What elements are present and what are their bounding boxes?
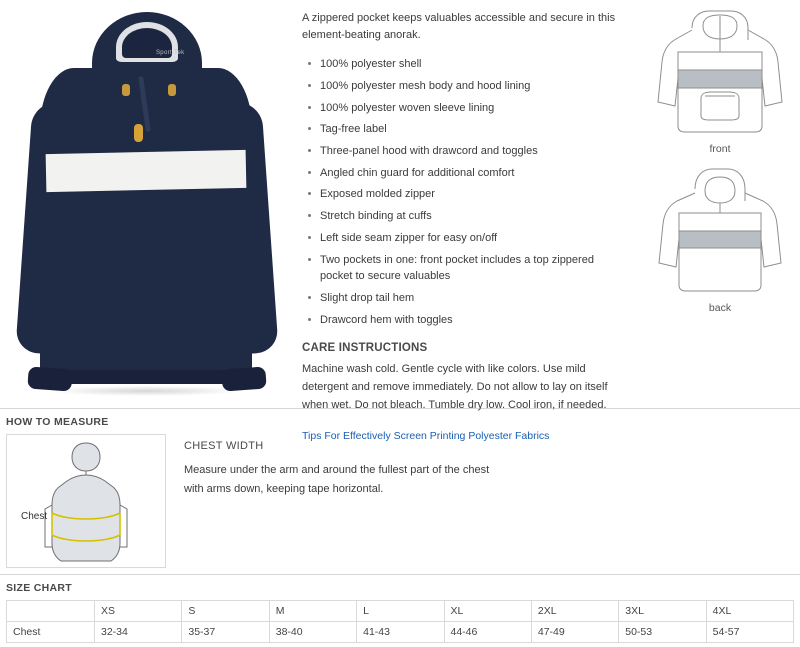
screen-printing-tips-link[interactable]: Tips For Effectively Screen Printing Polyester Fabrics [302, 430, 550, 443]
list-item: 100% polyester mesh body and hood lining [318, 78, 626, 95]
list-item: Left side seam zipper for easy on/off [318, 230, 626, 247]
column-header-s: S [182, 601, 269, 622]
back-view-block [640, 165, 800, 314]
table-header-row [7, 601, 794, 622]
how-to-measure-section [0, 434, 800, 574]
navy-anorak-photo [18, 6, 274, 398]
list-item: Tag-free label [318, 121, 626, 138]
size-chart-heading: SIZE CHART [0, 574, 800, 600]
size-chart-table [6, 600, 794, 643]
cell-chest-s: 35-37 [182, 622, 269, 643]
cell-chest-4xl: 54-57 [706, 622, 793, 643]
jacket-front-line-art [645, 6, 795, 138]
how-to-measure-heading: HOW TO MEASURE [0, 408, 800, 434]
column-header-xs: XS [95, 601, 182, 622]
product-photo-column [0, 0, 292, 408]
chest-measure-diagram [6, 434, 166, 568]
column-header-xl: XL [444, 601, 531, 622]
column-header-3xl: 3XL [619, 601, 706, 622]
size-chart-section [0, 600, 800, 647]
list-item: 100% polyester shell [318, 56, 626, 73]
cell-chest-2xl: 47-49 [531, 622, 618, 643]
list-item: Exposed molded zipper [318, 186, 626, 203]
row-label-chest: Chest [7, 622, 95, 643]
table-row [7, 622, 794, 643]
column-header-l: L [357, 601, 444, 622]
back-view-caption: back [708, 302, 732, 314]
chest-label: Chest [21, 511, 48, 522]
list-item: Drawcord hem with toggles [318, 312, 626, 329]
column-header-blank [7, 601, 95, 622]
chest-measure-text [166, 434, 489, 568]
chest-width-desc-line2: with arms down, keeping tape horizontal. [184, 483, 384, 496]
front-view-caption: front [709, 143, 731, 155]
torso-diagram [7, 435, 165, 567]
cell-chest-3xl: 50-53 [619, 622, 706, 643]
product-description [292, 0, 640, 443]
cell-chest-l: 41-43 [357, 622, 444, 643]
list-item: 100% polyester woven sleeve lining [318, 100, 626, 117]
jacket-hem [46, 370, 246, 384]
list-item: Three-panel hood with drawcord and toggles [318, 143, 626, 160]
brand-mark: Sport-Tek [156, 50, 185, 56]
photo-shadow [48, 386, 244, 396]
care-instructions-text: Machine wash cold. Gentle cycle with like colors. Use mild detergent and remove immediately. Do not allow to lay on itself when wet. Do not bleach. Tumble dry low. Cool iron, if needed. [302, 363, 608, 411]
cell-chest-xs: 32-34 [95, 622, 182, 643]
list-item: Slight drop tail hem [318, 290, 626, 307]
jacket-drawcord-toggle-right [168, 84, 176, 96]
cell-chest-m: 38-40 [269, 622, 356, 643]
jacket-chest-stripe [46, 150, 247, 192]
cell-chest-xl: 44-46 [444, 622, 531, 643]
feature-list [302, 56, 626, 328]
chest-width-title: CHEST WIDTH [184, 440, 264, 452]
jacket-zipper-pull [134, 124, 143, 142]
column-header-4xl: 4XL [706, 601, 793, 622]
chest-width-desc-line1: Measure under the arm and around the fullest part of the chest [184, 464, 490, 476]
line-art-column [640, 0, 800, 408]
product-intro-text: A zippered pocket keeps valuables accessible and secure in this element-beating anorak. [302, 12, 616, 42]
jacket-back-line-art [645, 165, 795, 297]
front-view-block [640, 6, 800, 155]
jacket-drawcord-toggle-left [122, 84, 130, 96]
care-instructions-title: CARE INSTRUCTIONS [302, 342, 428, 355]
list-item: Angled chin guard for additional comfort [318, 165, 626, 182]
column-header-m: M [269, 601, 356, 622]
list-item: Two pockets in one: front pocket includes a top zippered pocket to secure valuables [318, 252, 626, 285]
list-item: Stretch binding at cuffs [318, 208, 626, 225]
column-header-2xl: 2XL [531, 601, 618, 622]
